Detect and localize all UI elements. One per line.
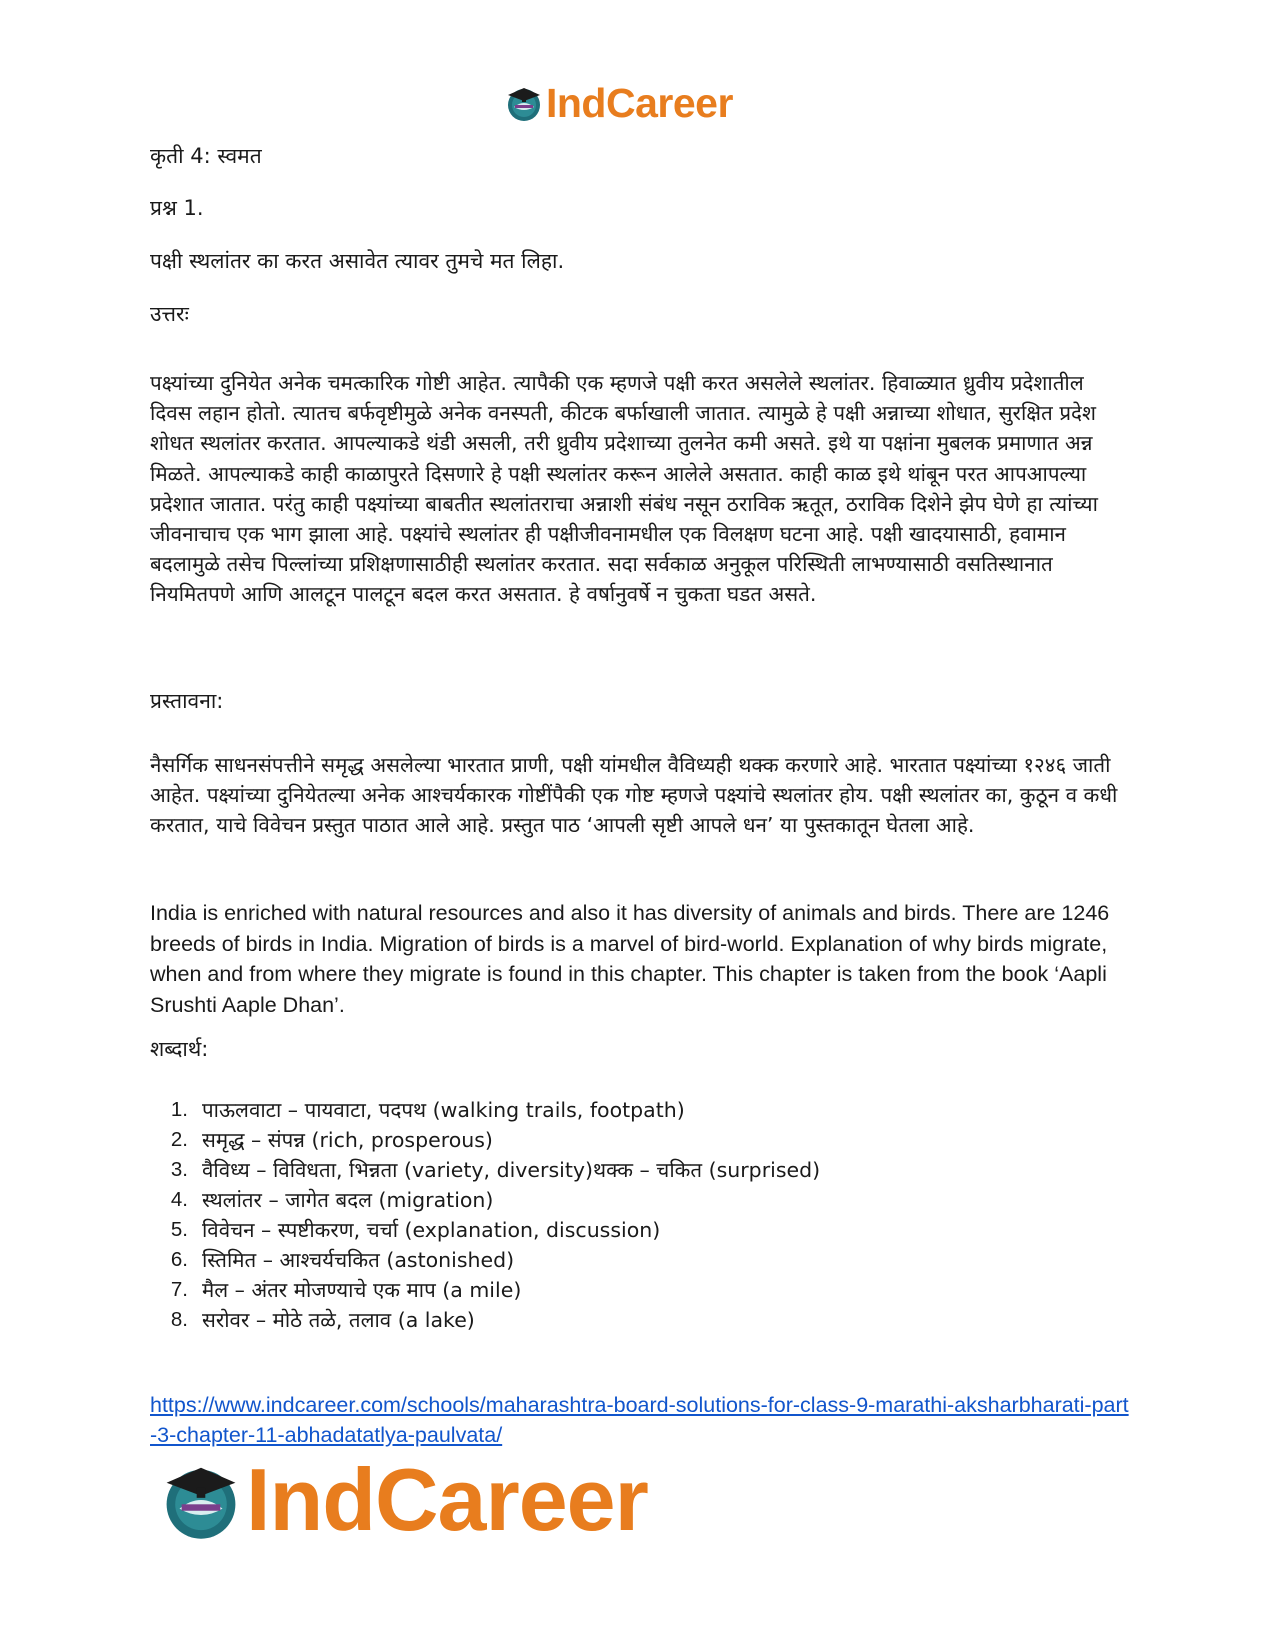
list-item: 1. पाऊलवाटा – पायवाटा, पदपथ (walking trails, footpath) bbox=[170, 1098, 685, 1122]
brand-wordmark: IndCareer bbox=[246, 1450, 648, 1549]
answer-paragraph: पक्ष्यांच्या दुनियेत अनेक चमत्कारिक गोष्टी आहेत. त्यापैकी एक म्हणजे पक्षी करत असलेले स्थलांतर. हिवाळ्यात ध्रुवीय प्रदेशातील दिवस लहान होतो. त्यातच बर्फवृष्टीमुळे अनेक वनस्पती, कीटक बर्फाखाली जातात. त्यामुळे हे पक्षी अन्नाच्या शोधात, सुरक्षित प्रदेश शोधत स्थलांतर करतात. आपल्याकडे थंडी असली, तरी ध्रुवीय प्रदेशाच्या तुलनेत कमी असते. इथे या पक्षांना मुबलक प्रमाणात अन्न मिळते. आपल्याकडे काही काळापुरते दिसणारे हे पक्षी स्थलांतर करून आलेले असतात. काही काळ इथे थांबून परत आपआपल्या प्रदेशात जातात. परंतु काही पक्ष्यांच्या बाबतीत स्थलांतराचा अन्नाशी संबंध नसून ठराविक ऋतूत, ठराविक दिशेने झेप घेणे हा त्यांच्या जीवनाचाच एक भाग झाला आहे. पक्ष्यांचे स्थलांतर ही पक्षीजीवनामधील एक विलक्षण घटना आहे. पक्षी खादयासाठी, हवामान बदलामुळे तसेच पिल्लांच्या प्रशिक्षणासाठीही स्थलांतर करतात. सदा सर्वकाळ अनुकूल परिस्थिती लाभण्यासाठी वसतिस्थानात नियमितपणे आणि आलटून पालटून बदल करत असतात. हे वर्षानुवर्षे न चुकता घडत असते. bbox=[150, 371, 1098, 607]
list-item: 6. स्तिमित – आश्चर्यचकित (astonished) bbox=[170, 1248, 515, 1272]
glossary-label: शब्दार्थ: bbox=[150, 1037, 209, 1061]
source-link[interactable]: https://www.indcareer.com/schools/maharashtra-board-solutions-for-class-9-marathi-aksharbharati-part-3-chapter-11-abhadatatlya-paulvata/ bbox=[150, 1393, 1129, 1447]
list-item: 4. स्थलांतर – जागेत बदल (migration) bbox=[170, 1188, 494, 1212]
glossary-list bbox=[150, 1095, 1150, 1335]
list-item: 3. वैविध्य – विविधता, भिन्नता (variety, diversity)थक्क – चकित (surprised) bbox=[170, 1158, 821, 1182]
list-item: 8. सरोवर – मोठे तळे, तलाव (a lake) bbox=[170, 1308, 475, 1332]
list-item: 5. विवेचन – स्पष्टीकरण, चर्चा (explanation, discussion) bbox=[170, 1218, 661, 1242]
graduation-globe-icon bbox=[504, 83, 544, 123]
activity-heading: कृती 4: स्वमत bbox=[150, 144, 262, 168]
list-item: 7. मैल – अंतर मोजण्याचे एक माप (a mile) bbox=[170, 1278, 522, 1302]
brand-wordmark: IndCareer bbox=[546, 79, 733, 126]
intro-english-paragraph: India is enriched with natural resources and also it has diversity of animals and birds. There are 1246 breeds of birds in India. Migration of birds is a marvel of bird-world. Explanation of why birds migrate, when and from where they migrate is found in this chapter. This chapter is taken from the book ‘Aapli Srushti Aaple Dhan’. bbox=[150, 901, 1110, 1017]
footer-logo bbox=[158, 1452, 648, 1548]
answer-label: उत्तरः bbox=[150, 302, 189, 326]
graduation-globe-icon bbox=[158, 1457, 244, 1543]
list-item: 2. समृद्ध – संपन्न (rich, prosperous) bbox=[170, 1128, 493, 1152]
question-number: प्रश्न 1. bbox=[150, 196, 204, 220]
header-logo bbox=[504, 80, 733, 126]
intro-label: प्रस्तावना: bbox=[150, 689, 224, 713]
question-text: पक्षी स्थलांतर का करत असावेत त्यावर तुमचे मत लिहा. bbox=[150, 249, 565, 273]
intro-marathi-paragraph: नैसर्गिक साधनसंपत्तीने समृद्ध असलेल्या भारतात प्राणी, पक्षी यांमधील वैविध्यही थक्क करणारे आहे. भारतात पक्ष्यांच्या १२४६ जाती आहेत. पक्ष्यांच्या दुनियेतल्या अनेक आश्चर्यकारक गोष्टींपैकी एक गोष्ट म्हणजे पक्ष्यांचे स्थलांतर होय. पक्षी स्थलांतर का, कुठून व कधी करतात, याचे विवेचन प्रस्तुत पाठात आले आहे. प्रस्तुत पाठ ‘आपली सृष्टी आपले धन’ या पुस्तकातून घेतला आहे. bbox=[150, 753, 1118, 838]
